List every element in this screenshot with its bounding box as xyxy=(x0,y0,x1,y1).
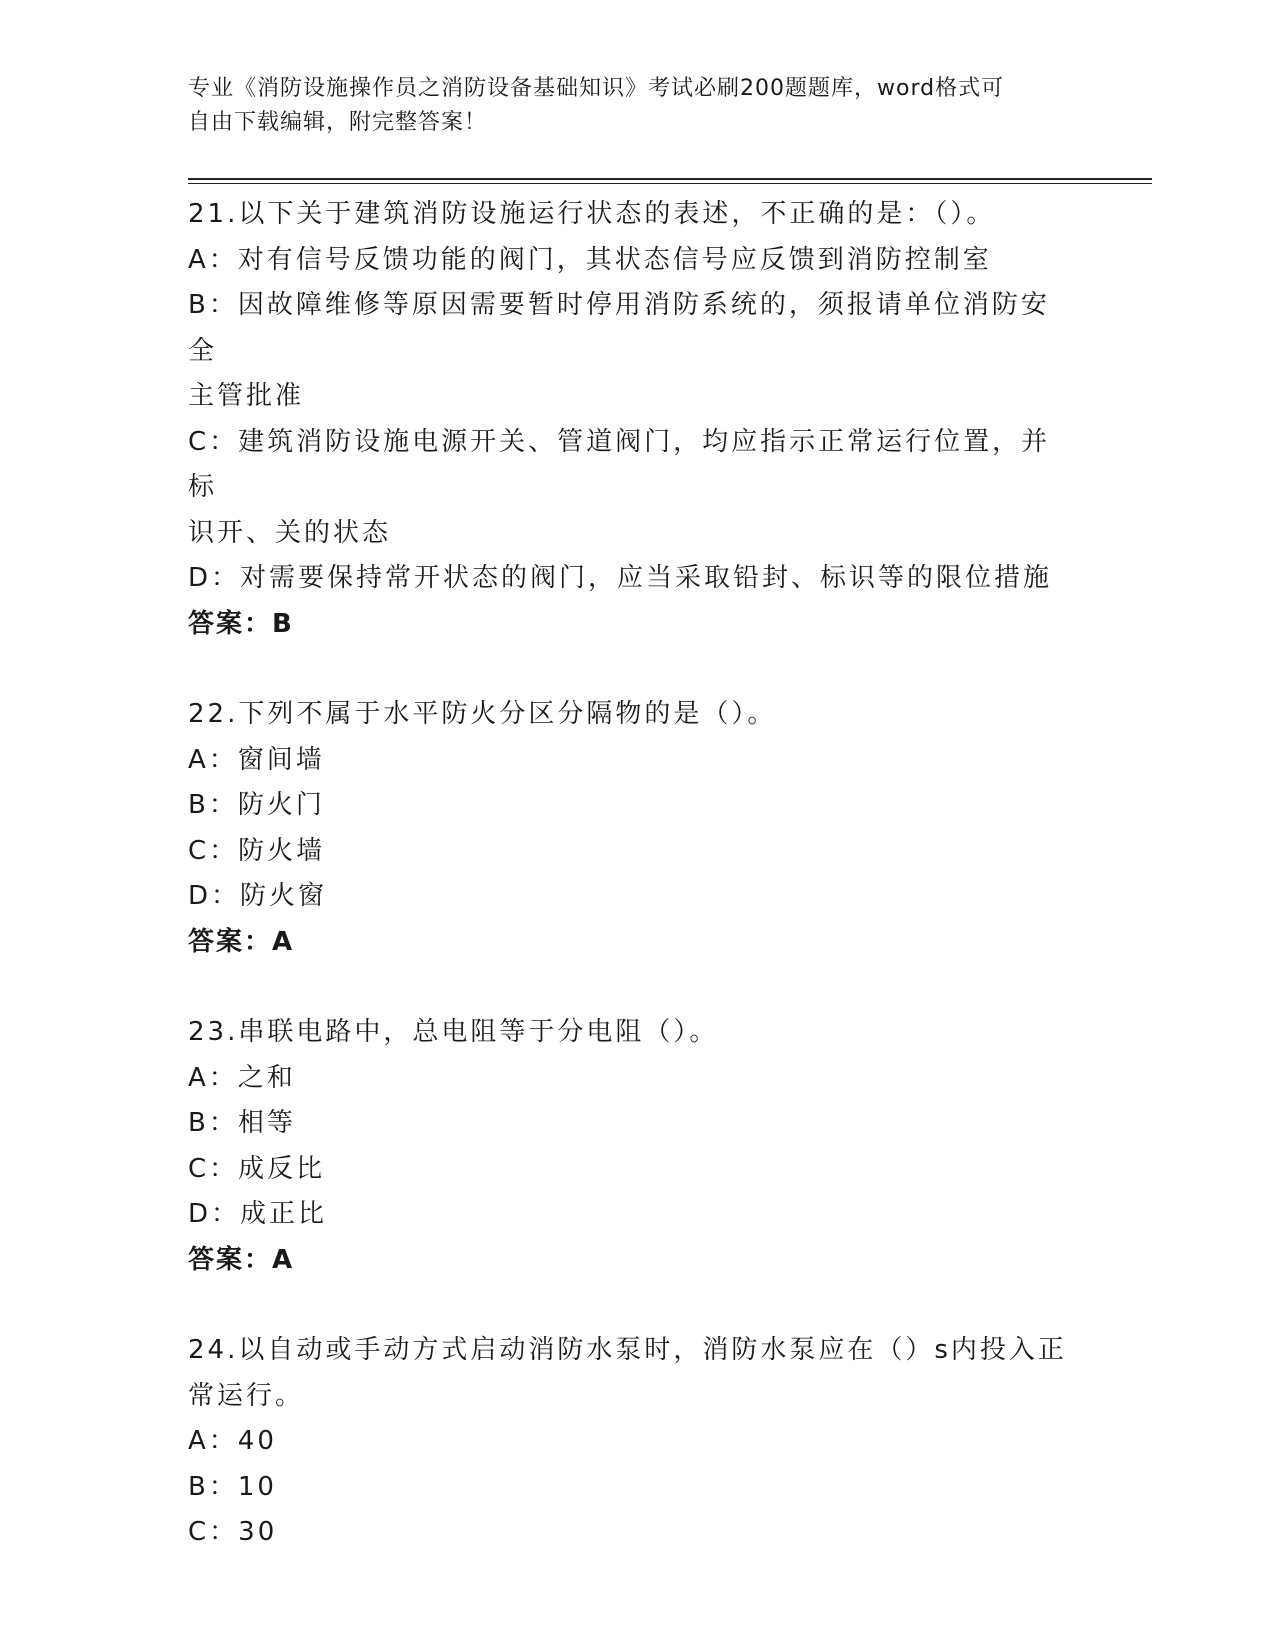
option-b: B：10 xyxy=(188,1471,277,1502)
option-d: D：防火窗 xyxy=(188,881,328,911)
question-stem: 21.以下关于建筑消防设施运行状态的表述，不正确的是：（）。 xyxy=(188,199,996,229)
question-21 xyxy=(188,192,1078,647)
question-stem-continued: 常运行。 xyxy=(188,1380,305,1411)
option-b-continued: 主管批准 xyxy=(188,381,305,411)
option-b: B：因故障维修等原因需要暂时停用消防系统的，须报请单位消防安全 xyxy=(188,290,1050,366)
header-divider-thin xyxy=(188,183,1152,184)
option-b: B：相等 xyxy=(188,1108,296,1138)
option-c: C：建筑消防设施电源开关、管道阀门，均应指示正常运行位置，并标 xyxy=(188,426,1051,502)
option-b: B：防火门 xyxy=(188,790,325,820)
question-stem: 24.以自动或手动方式启动消防水泵时，消防水泵应在（）s内投入正 xyxy=(188,1335,1067,1365)
option-a: A：之和 xyxy=(188,1062,296,1093)
answer-line: 答案：A xyxy=(188,1244,295,1275)
option-d: D：成正比 xyxy=(188,1199,328,1229)
question-22 xyxy=(188,692,1078,965)
header-divider-thick xyxy=(188,178,1152,180)
option-a: A：40 xyxy=(188,1426,277,1456)
option-c: C：30 xyxy=(188,1517,278,1547)
header-line-2: 自由下载编辑，附完整答案！ xyxy=(188,110,488,135)
question-stem: 23.串联电路中，总电阻等于分电阻（）。 xyxy=(188,1017,719,1047)
answer-line: 答案：B xyxy=(188,608,294,639)
option-a: A：对有信号反馈功能的阀门，其状态信号应反馈到消防控制室 xyxy=(188,244,992,275)
question-stem: 22.下列不属于水平防火分区分隔物的是（）。 xyxy=(188,699,777,729)
option-c: C：成反比 xyxy=(188,1153,326,1184)
document-header xyxy=(188,72,1068,140)
option-c: C：防火墙 xyxy=(188,835,326,866)
question-list xyxy=(188,192,1078,1601)
header-line-1: 专业《消防设施操作员之消防设备基础知识》考试必刷200题题库，word格式可 xyxy=(188,76,1005,101)
question-24 xyxy=(188,1328,1078,1556)
option-c-continued: 识开、关的状态 xyxy=(188,517,392,548)
question-23 xyxy=(188,1010,1078,1283)
answer-line: 答案：A xyxy=(188,926,295,957)
option-d: D：对需要保持常开状态的阀门，应当采取铅封、标识等的限位措施 xyxy=(188,563,1053,593)
option-a: A：窗间墙 xyxy=(188,744,325,775)
